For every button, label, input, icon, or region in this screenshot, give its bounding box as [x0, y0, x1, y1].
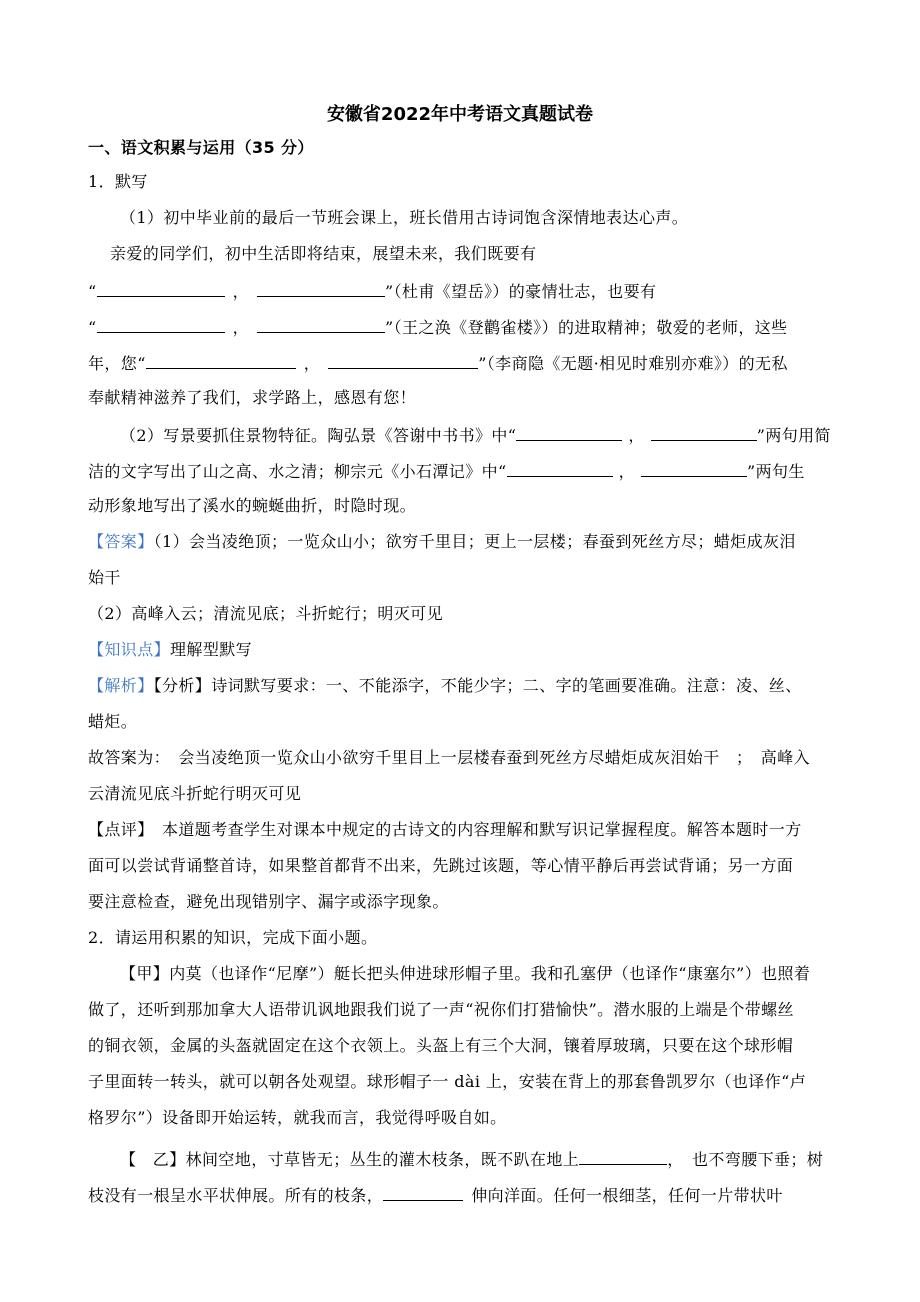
blank-10[interactable]	[641, 460, 747, 477]
blank-yi-1[interactable]	[579, 1148, 667, 1165]
final-answer: 故答案为： 会当凌绝顶一览众山小欲穷千里目上一层楼春蚕到死丝方尽蜡炬成灰泪始干 ； 高峰入	[88, 748, 811, 767]
answer-part2: （2）高峰入云；清流见底；斗折蛇行；明灭可见	[88, 604, 443, 623]
blank-3[interactable]	[97, 316, 225, 333]
blank-8[interactable]	[651, 424, 757, 441]
blank-9[interactable]	[507, 460, 613, 477]
page-title: 安徽省2022年中考语文真题试卷	[326, 104, 594, 125]
passage-jia-4: 子里面转一转头，就可以朝各处观望。球形帽子一 dài 上，安装在背上的那套鲁凯罗尔（也译作“卢	[88, 1072, 807, 1091]
comment-line-3: 要注意检查，避免出现错别字、漏字或添字现象。	[88, 892, 449, 911]
passage-yi-1: 【 乙】林间空地，寸草皆无；丛生的灌木枝条，既不趴在地上 ， 也不弯腰下垂；树	[120, 1150, 824, 1169]
q1-part2-line2: 洁的文字写出了山之高、水之清；柳宗元《小石潭记》中“ ， ”两句生	[88, 462, 805, 481]
comment-line-2: 面可以尝试背诵整首诗，如果整首都背不出来，先跳过该题，等心情平静后再尝试背诵；另一方面	[88, 856, 794, 875]
knowledge-tag: 【知识点】	[88, 640, 171, 659]
q1-paragraph: 亲爱的同学们，初中生活即将结束，展望未来，我们既要有	[110, 244, 537, 263]
q1-part1-prompt: （1）初中毕业前的最后一节班会课上，班长借用古诗词饱含深情地表达心声。	[120, 208, 689, 227]
q1-line-dengquelou: “ ， ”（王之涣《登鹳雀楼》）的进取精神；敬爱的老师，这些	[88, 318, 788, 337]
blank-6[interactable]	[328, 352, 478, 369]
q1-line-thanks: 奉献精神滋养了我们，求学路上，感恩有您！	[88, 388, 417, 407]
passage-jia-1: 【甲】内莫（也译作“尼摩”）艇长把头伸进球形帽子里。我和孔塞伊（也译作“康塞尔”）也照着	[120, 964, 811, 983]
q1-number: 1．默写	[88, 172, 148, 191]
final-answer-cont: 云清流见底斗折蛇行明灭可见	[88, 784, 302, 803]
q2-number: 2．请运用积累的知识，完成下面小题。	[88, 928, 378, 947]
analysis-line: 【解析】【分析】诗词默写要求：一、不能添字，不能少字；二、字的笔画要准确。注意：凌、丝、	[88, 676, 802, 695]
blank-2[interactable]	[257, 280, 385, 297]
answer-line: 【答案】（1）会当凌绝顶；一览众山小；欲穷千里目；更上一层楼；春蚕到死丝方尽；蜡炬成灰泪	[88, 532, 796, 551]
passage-yi-2: 枝没有一根呈水平状伸展。所有的枝条， 伸向洋面。任何一根细茎，任何一片带状叶	[88, 1186, 783, 1205]
answer-tag: 【答案】	[88, 532, 154, 551]
blank-yi-2[interactable]	[383, 1184, 463, 1201]
blank-4[interactable]	[257, 316, 385, 333]
answer-line-cont: 始干	[88, 568, 121, 587]
knowledge-point: 【知识点】理解型默写	[88, 640, 253, 659]
analysis-line-cont: 蜡炬。	[88, 712, 138, 731]
section-heading: 一、语文积累与运用（35 分）	[88, 138, 314, 157]
q1-line-wuti: 年，您“ ， ”（李商隐《无题·相见时难别亦难》）的无私	[88, 354, 788, 373]
blank-5[interactable]	[146, 352, 296, 369]
analysis-tag: 【解析】	[88, 676, 154, 695]
passage-jia-5: 格罗尔”）设备即开始运转，就我而言，我觉得呼吸自如。	[88, 1108, 507, 1127]
q1-part2-line1: （2）写景要抓住景物特征。陶弘景《答谢中书书》中“ ， ”两句用简	[120, 426, 831, 445]
blank-1[interactable]	[97, 280, 225, 297]
passage-jia-2: 做了，还听到那加拿大人语带讥讽地跟我们说了一声“祝你们打猎愉快”。潜水服的上端是个带螺丝	[88, 1000, 794, 1019]
passage-jia-3: 的铜衣领，金属的头盔就固定在这个衣领上。头盔上有三个大洞，镶着厚玻璃，只要在这个球形帽	[88, 1036, 794, 1055]
q1-line-wangyue: “ ， ”（杜甫《望岳》）的豪情壮志，也要有	[88, 282, 657, 301]
blank-7[interactable]	[516, 424, 622, 441]
q1-part2-line3: 动形象地写出了溪水的蜿蜒曲折，时隐时现。	[88, 496, 417, 515]
comment-line-1: 【点评】 本道题考查学生对课本中规定的古诗文的内容理解和默写识记掌握程度。解答本题时一方	[88, 820, 802, 839]
